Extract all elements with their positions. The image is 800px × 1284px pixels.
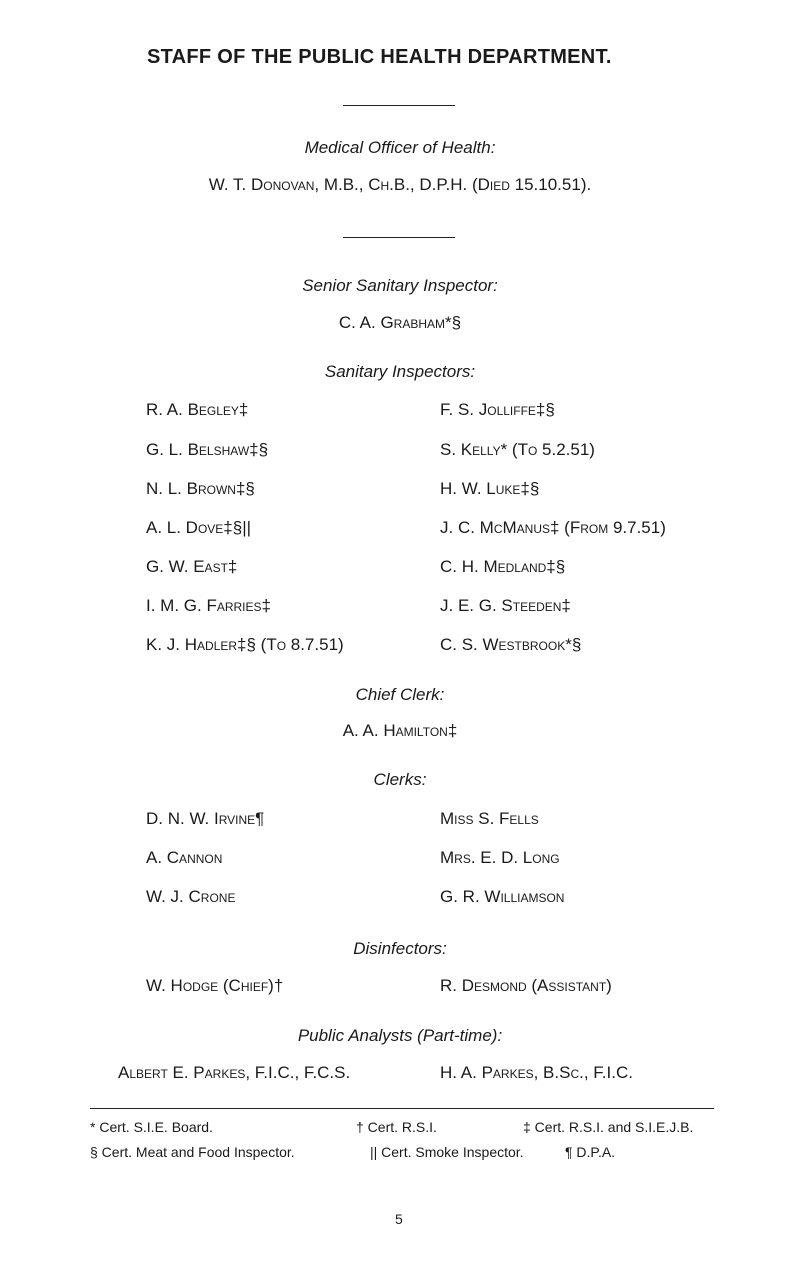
chief-clerk-heading: Chief Clerk: xyxy=(355,685,445,704)
analysts-heading: Public Analysts (Part-time): xyxy=(297,1026,503,1045)
inspector-right: C. H. Medland‡§ xyxy=(440,557,566,576)
senior-inspector-heading: Senior Sanitary Inspector: xyxy=(302,276,498,295)
chief-clerk-name: A. A. Hamilton‡ xyxy=(342,721,458,740)
footnote-cert-sie: * Cert. S.I.E. Board. xyxy=(90,1119,213,1135)
inspector-right: S. Kelly* (To 5.2.51) xyxy=(440,440,595,459)
disinfector-left: W. Hodge (Chief)† xyxy=(146,976,284,995)
divider-2 xyxy=(343,237,455,238)
footnote-cert-rsi: † Cert. R.S.I. xyxy=(356,1119,437,1135)
inspector-right: C. S. Westbrook*§ xyxy=(440,635,582,654)
clerk-right: Mrs. E. D. Long xyxy=(440,848,560,867)
analyst-right: H. A. Parkes, B.Sc., F.I.C. xyxy=(440,1063,633,1082)
clerk-right: G. R. Williamson xyxy=(440,887,565,906)
clerk-right: Miss S. Fells xyxy=(440,809,539,828)
footnote-dpa: ¶ D.P.A. xyxy=(565,1144,616,1160)
divider-1 xyxy=(343,105,455,106)
inspectors-heading: Sanitary Inspectors: xyxy=(324,362,476,381)
clerk-left: W. J. Crone xyxy=(146,887,236,906)
inspector-left: G. L. Belshaw‡§ xyxy=(146,440,269,459)
moh-name: W. T. Donovan, M.B., Ch.B., D.P.H. (Died 15.10.51). xyxy=(208,175,592,194)
moh-heading: Medical Officer of Health: xyxy=(304,138,496,157)
clerk-left: D. N. W. Irvine¶ xyxy=(146,809,265,828)
inspector-left: R. A. Begley‡ xyxy=(146,400,249,419)
page-title: STAFF OF THE PUBLIC HEALTH DEPARTMENT. xyxy=(147,46,612,68)
inspector-right: H. W. Luke‡§ xyxy=(440,479,540,498)
inspector-left: K. J. Hadler‡§ (To 8.7.51) xyxy=(146,635,344,654)
clerk-left: A. Cannon xyxy=(146,848,223,867)
footnote-smoke: || Cert. Smoke Inspector. xyxy=(370,1144,524,1160)
inspector-left: A. L. Dove‡§|| xyxy=(146,518,252,537)
page-number: 5 xyxy=(395,1211,403,1227)
disinfector-right: R. Desmond (Assistant) xyxy=(440,976,612,995)
inspector-right: J. E. G. Steeden‡ xyxy=(440,596,571,615)
analyst-left: Albert E. Parkes, F.I.C., F.C.S. xyxy=(118,1063,351,1082)
clerks-heading: Clerks: xyxy=(373,770,427,789)
senior-inspector-name: C. A. Grabham*§ xyxy=(338,313,462,332)
inspector-right: J. C. McManus‡ (From 9.7.51) xyxy=(440,518,666,537)
footnote-meat-food: § Cert. Meat and Food Inspector. xyxy=(90,1144,295,1160)
inspector-right: F. S. Jolliffe‡§ xyxy=(440,400,555,419)
inspector-left: G. W. East‡ xyxy=(146,557,238,576)
inspector-left: I. M. G. Farries‡ xyxy=(146,596,271,615)
inspector-left: N. L. Brown‡§ xyxy=(146,479,255,498)
footnote-cert-rsi-siejb: ‡ Cert. R.S.I. and S.I.E.J.B. xyxy=(523,1119,694,1135)
footnote-rule xyxy=(90,1108,714,1109)
disinfectors-heading: Disinfectors: xyxy=(353,939,447,958)
